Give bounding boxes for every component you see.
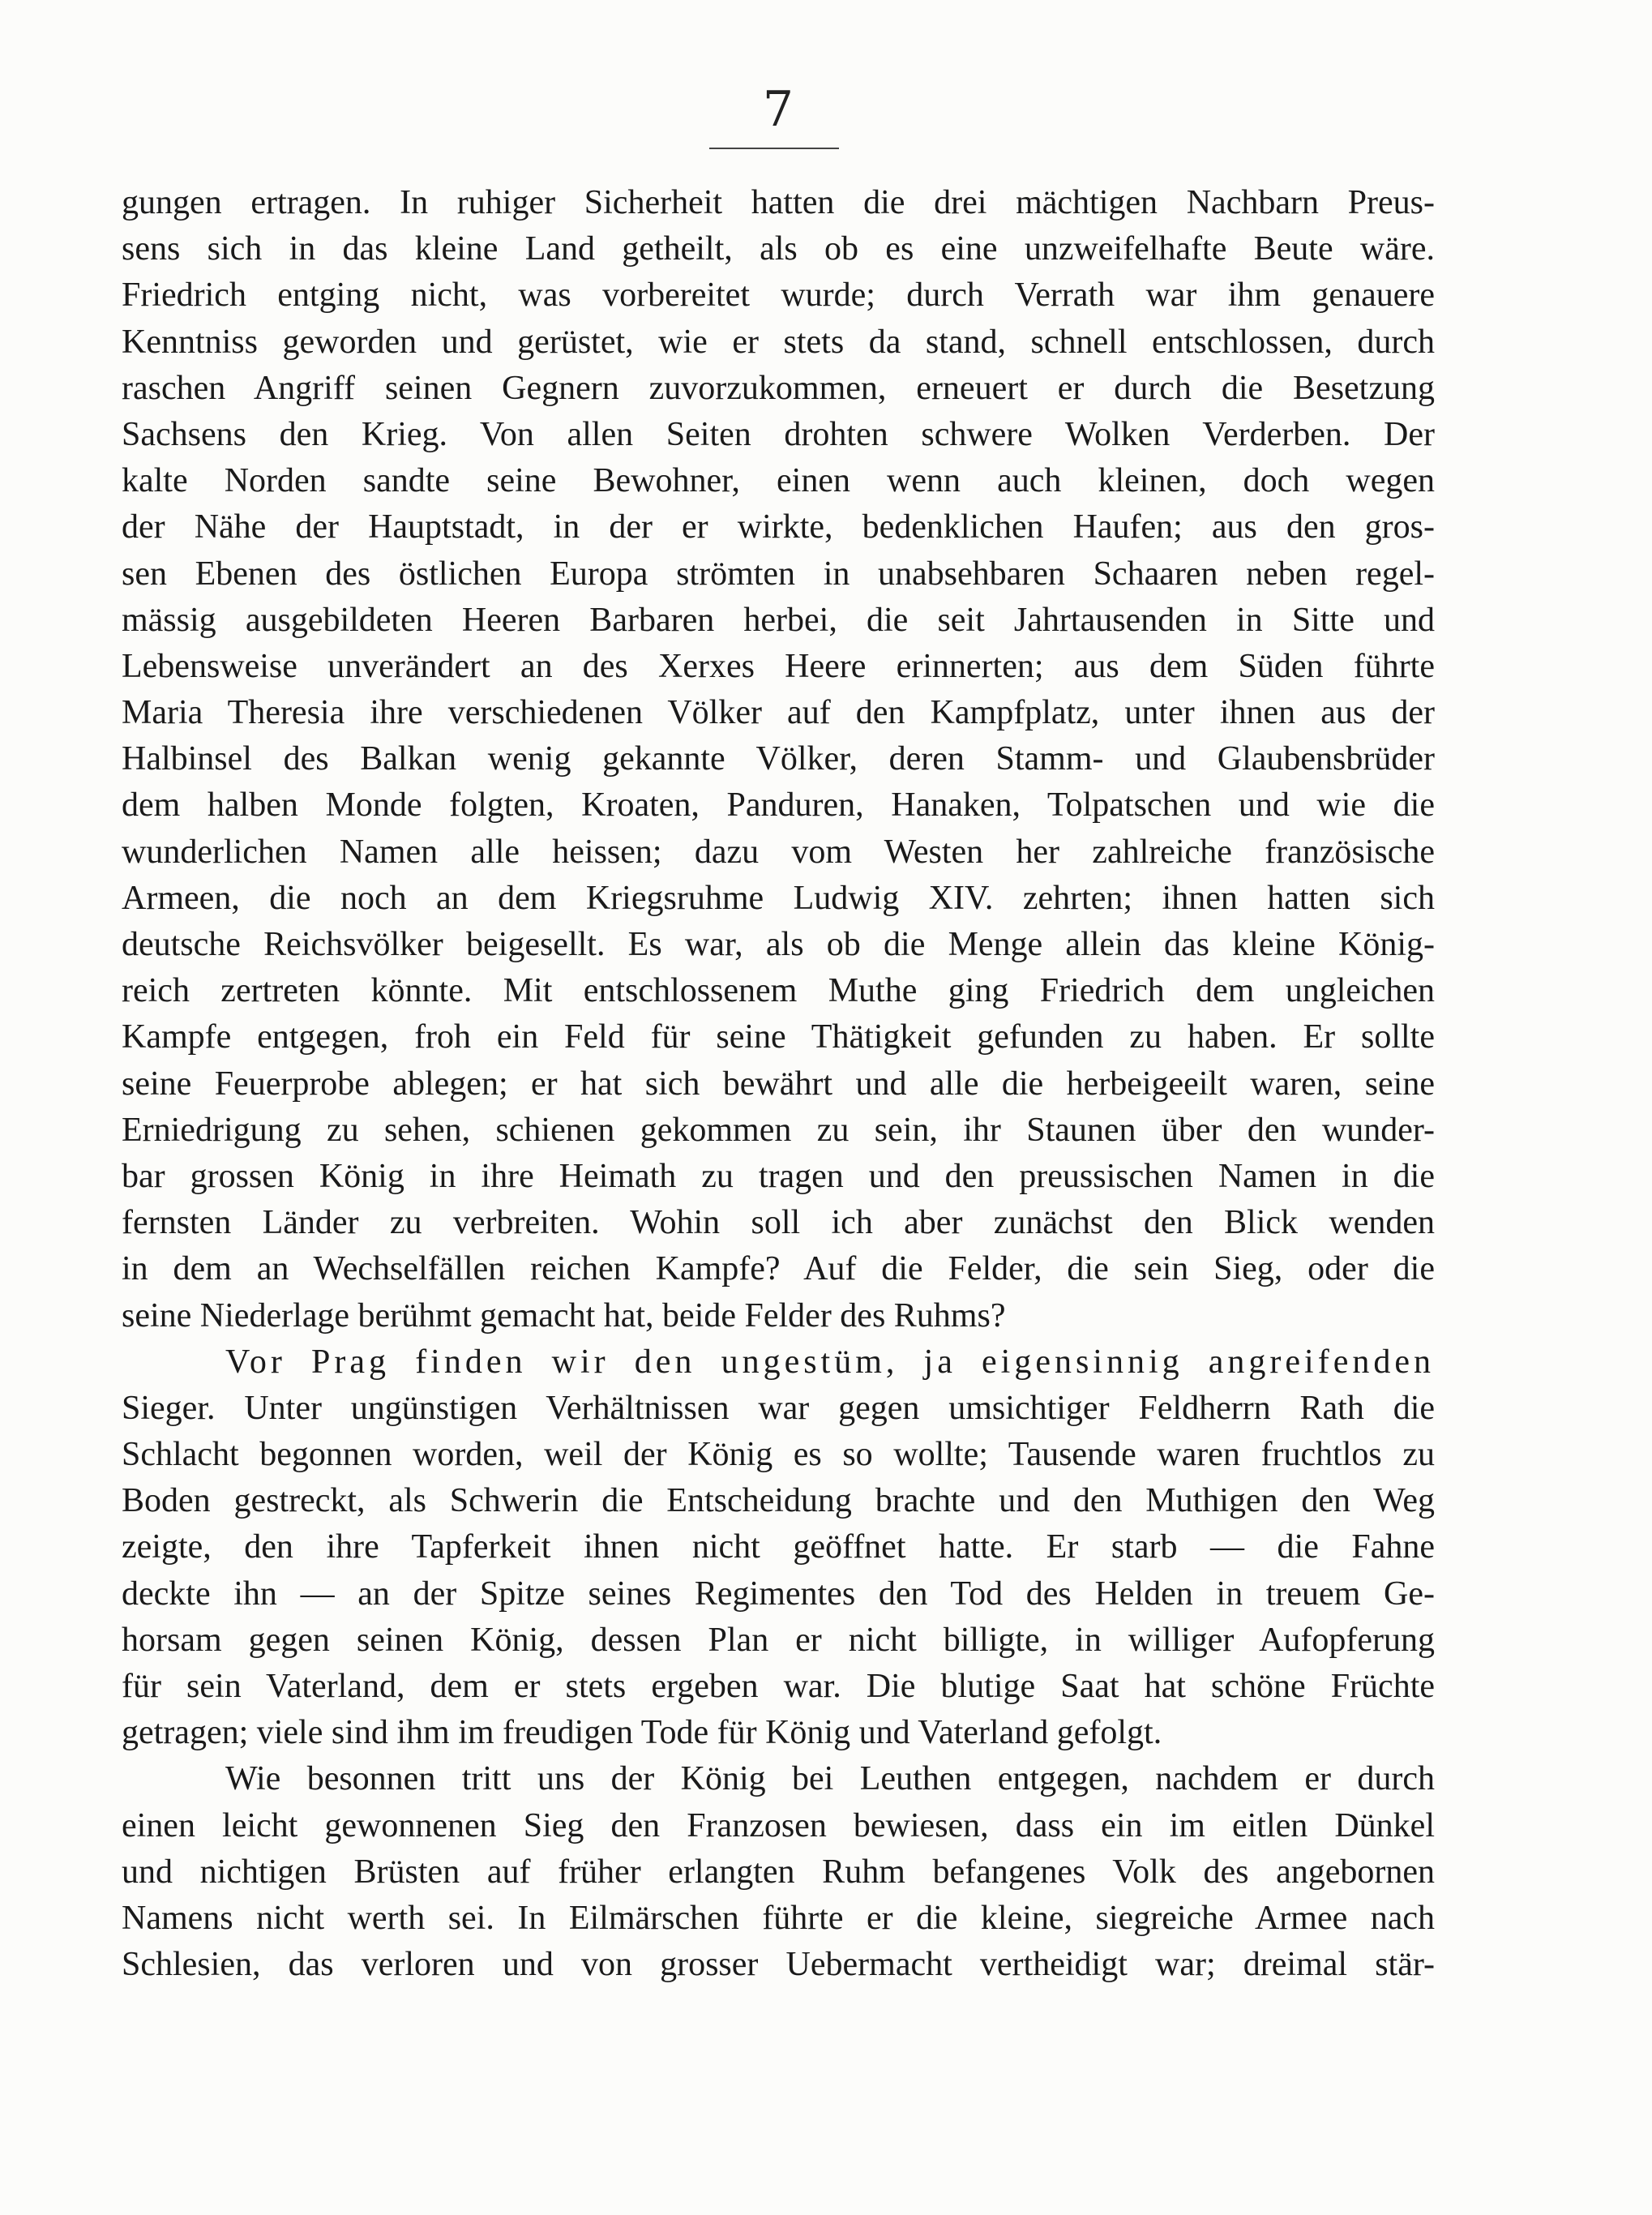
text-line: Halbinsel des Balkan wenig gekannte Völker, deren Stamm- und Glaubensbrüder — [122, 740, 1435, 778]
text-line: sen Ebenen des östlichen Europa strömten in unabsehbaren Schaaren neben regel- — [122, 555, 1435, 593]
text-line: wunderlichen Namen alle heissen; dazu vom Westen her zahlreiche französische — [122, 833, 1435, 871]
text-line: Armeen, die noch an dem Kriegsruhme Ludwig XIV. zehrten; ihnen hatten sich — [122, 879, 1435, 917]
text-line: Lebensweise unverändert an des Xerxes Heere erinnerten; aus dem Süden führte — [122, 647, 1435, 685]
text-line: dem halben Monde folgten, Kroaten, Panduren, Hanaken, Tolpatschen und wie die — [122, 786, 1435, 825]
text-line: für sein Vaterland, dem er stets ergeben war. Die blutige Saat hat schöne Früchte — [122, 1668, 1435, 1705]
paragraph-2 — [122, 1339, 1435, 1757]
text-line: Friedrich entging nicht, was vorbereitet wurde; durch Verrath war ihm genauere — [122, 276, 1435, 315]
text-line: Wie besonnen tritt uns der König bei Leuthen entgegen, nachdem er durch — [225, 1760, 1435, 1798]
text-line: zeigte, den ihre Tapferkeit ihnen nicht geöffnet hatte. Er starb — die Fahne — [122, 1528, 1435, 1566]
text-line: getragen; viele sind ihm im freudigen Tode für König und Vaterland gefolgt. — [122, 1714, 1162, 1752]
text-line: kalte Norden sandte seine Bewohner, einen wenn auch kleinen, doch wegen — [122, 462, 1435, 500]
text-line: einen leicht gewonnenen Sieg den Franzosen bewiesen, dass ein im eitlen Dünkel — [122, 1806, 1435, 1844]
body-text — [122, 180, 1435, 1988]
text-line: horsam gegen seinen König, dessen Plan er nicht billigte, in williger Aufopferung — [122, 1621, 1435, 1659]
page-number: 7 — [762, 81, 794, 138]
text-line: reich zertreten könnte. Mit entschlossenem Muthe ging Friedrich dem ungleichen — [122, 972, 1435, 1010]
paragraph-3 — [122, 1756, 1435, 1988]
text-line: Sieger. Unter ungünstigen Verhältnissen war gegen umsichtiger Feldherrn Rath die — [122, 1389, 1435, 1427]
text-line: sens sich in das kleine Land getheilt, als ob es eine unzweifelhafte Beute wäre. — [122, 230, 1435, 268]
text-line: Maria Theresia ihre verschiedenen Völker auf den Kampfplatz, unter ihnen aus der — [122, 694, 1435, 732]
text-line: deutsche Reichsvölker beigesellt. Es war, als ob die Menge allein das kleine König- — [122, 926, 1435, 963]
text-line: bar grossen König in ihre Heimath zu tragen und den preussischen Namen in die — [122, 1157, 1435, 1195]
text-line: Kenntniss geworden und gerüstet, wie er stets da stand, schnell entschlossen, durch — [122, 323, 1435, 361]
text-line: seine Niederlage berühmt gemacht hat, beide Felder des Ruhms? — [122, 1296, 1006, 1335]
text-line: der Nähe der Hauptstadt, in der er wirkte, bedenklichen Haufen; aus den gros- — [122, 508, 1435, 546]
text-line: gungen ertragen. In ruhiger Sicherheit hatten die drei mächtigen Nachbarn Preus- — [122, 184, 1435, 221]
text-line: Schlesien, das verloren und von grosser Uebermacht vertheidigt war; dreimal stär- — [122, 1946, 1435, 1984]
text-line: Namens nicht werth sei. In Eilmärschen führte er die kleine, siegreiche Armee nach — [122, 1899, 1435, 1937]
text-line: Erniedrigung zu sehen, schienen gekommen zu sein, ihr Staunen über den wunder- — [122, 1111, 1435, 1149]
text-line: Kampfe entgegen, froh ein Feld für seine Thätigkeit gefunden zu haben. Er sollte — [122, 1018, 1435, 1056]
text-line: seine Feuerprobe ablegen; er hat sich bewährt und alle die herbeigeeilt waren, seine — [122, 1065, 1435, 1103]
text-line: Boden gestreckt, als Schwerin die Entscheidung brachte und den Muthigen den Weg — [122, 1482, 1435, 1520]
text-line: und nichtigen Brüsten auf früher erlangten Ruhm befangenes Volk des angebornen — [122, 1853, 1435, 1891]
text-line: in dem an Wechselfällen reichen Kampfe? Auf die Felder, die sein Sieg, oder die — [122, 1250, 1435, 1288]
page-number-rule — [709, 148, 839, 149]
text-line: fernsten Länder zu verbreiten. Wohin soll ich aber zunächst den Blick wenden — [122, 1204, 1435, 1242]
paragraph-1 — [122, 180, 1435, 1339]
text-line: mässig ausgebildeten Heeren Barbaren herbei, die seit Jahrtausenden in Sitte und — [122, 601, 1435, 639]
text-line: Vor Prag finden wir den ungestüm, ja eigensinnig angreifenden — [225, 1343, 1435, 1381]
text-line: Sachsens den Krieg. Von allen Seiten drohten schwere Wolken Verderben. Der — [122, 415, 1435, 453]
text-line: deckte ihn — an der Spitze seines Regimentes den Tod des Helden in treuem Ge- — [122, 1574, 1435, 1613]
text-line: raschen Angriff seinen Gegnern zuvorzukommen, erneuert er durch die Besetzung — [122, 369, 1435, 407]
text-line: Schlacht begonnen worden, weil der König es so wollte; Tausende waren fruchtlos zu — [122, 1436, 1435, 1474]
